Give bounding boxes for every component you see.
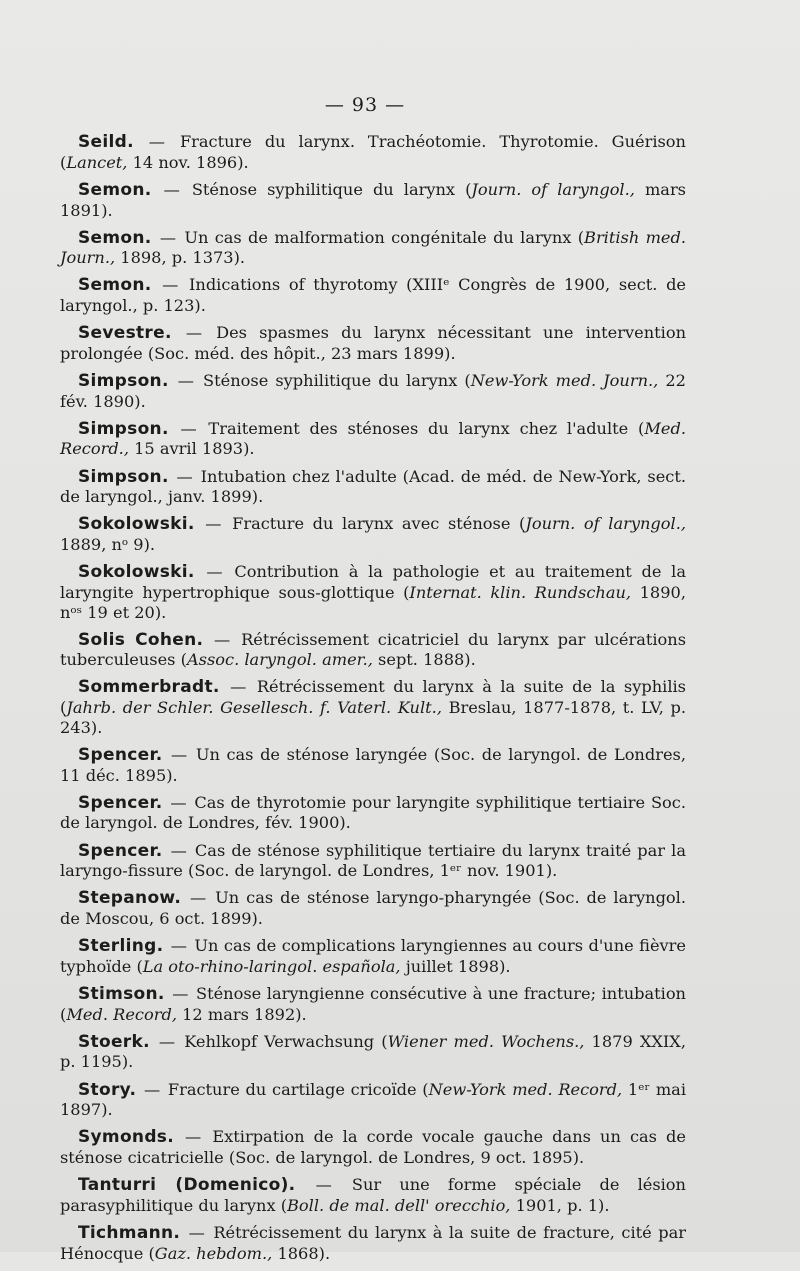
entry-text: Un cas de complications laryngiennes au cours d'une fièvre typhoïde ( (60, 936, 686, 976)
page-number: — 93 — (324, 94, 406, 116)
entry-dash: — (175, 1127, 211, 1147)
bibliography-entry (60, 132, 686, 172)
entry-text: Fracture du larynx avec sténose ( (232, 514, 526, 534)
entry-citation: 12 mars 1892). (176, 1004, 307, 1024)
entry-author: Tanturri (Domenico). (78, 1175, 296, 1196)
entry-citation: 1889, nᵒ 9). (60, 535, 156, 555)
entry-text: Rétrécissement du larynx à la suite de la syphilis ( (60, 677, 686, 718)
entry-text: Sur une forme spéciale de lésion parasyphilitique du larynx ( (60, 1175, 686, 1215)
entry-author: Simpson. (78, 418, 169, 439)
bibliography-entry (60, 371, 686, 411)
entry-author: Spencer. (78, 792, 163, 813)
entry-text: Un cas de malformation congénitale du larynx ( (184, 227, 585, 247)
entry-text: Kehlkopf Verwachsung ( (184, 1031, 388, 1051)
entry-author: Spencer. (78, 840, 163, 861)
bibliography-entry (60, 419, 686, 459)
bibliography-entry (60, 841, 686, 881)
entry-text: Un cas de sténose laryngée (Soc. de laryngol. de Londres, 11 déc. 1895). (60, 744, 686, 785)
entry-dash: — (183, 888, 214, 908)
entry-dash: — (153, 227, 183, 247)
entry-author: Simpson. (78, 370, 169, 391)
entry-author: Sevestre. (78, 323, 172, 344)
entry-dash: — (153, 275, 187, 295)
entry-citation: 1879 XXIX, p. 1195). (60, 1031, 686, 1072)
bibliography-entry (60, 275, 686, 315)
entry-text: Traitement des sténoses du larynx chez l'adulte ( (208, 418, 645, 438)
entry-text: Un cas de sténose laryngo-pharyngée (Soc. de laryngol. de Moscou, 6 oct. 1899). (60, 888, 686, 929)
entry-source: Med. Record., (60, 418, 686, 459)
bibliography-entry (60, 1127, 686, 1167)
entry-author: Story. (78, 1079, 137, 1100)
entry-dash: — (173, 323, 215, 343)
entry-author: Stepanow. (78, 888, 182, 909)
entry-citation: mars 1891). (60, 179, 686, 220)
entry-author: Sommerbradt. (78, 677, 220, 698)
entry-source: La oto-rhino-laringol. española, (142, 956, 401, 976)
entry-dash: — (164, 744, 194, 764)
entry-dash: — (151, 1031, 183, 1051)
entry-author: Semon. (78, 179, 152, 200)
bibliography-entry (60, 1032, 686, 1072)
bibliography-entry (60, 745, 686, 785)
entry-source: Jahrb. der Schler. Gesellesch. f. Vaterl. Kult., (66, 698, 442, 718)
entry-source: Assoc. laryngol. amer., (186, 650, 373, 670)
entry-source: Boll. de mal. dell' orecchio, (287, 1195, 511, 1215)
bibliography-entry (60, 630, 686, 670)
entry-source: New-York med. Record, (428, 1079, 623, 1099)
entry-citation: sept. 1888). (372, 650, 476, 670)
entry-dash: — (166, 983, 194, 1003)
entry-dash: — (297, 1175, 350, 1195)
entry-citation: 1901, p. 1). (510, 1195, 610, 1215)
entry-dash: — (170, 370, 202, 390)
entry-author: Symonds. (78, 1127, 174, 1148)
entry-citation: Breslau, 1877-1878, t. LV, p. 243). (60, 698, 686, 737)
entry-text: Sténose laryngienne consécutive à une fracture; intubation ( (60, 983, 686, 1024)
entry-source: Journ. of laryngol., (525, 514, 686, 534)
bibliography-entry (60, 562, 686, 622)
entry-author: Sokolowski. (78, 562, 195, 583)
entry-text: Extirpation de la corde vocale gauche dans un cas de sténose cicatricielle (Soc. de laryngol. de Londres, 9 oct. 1895). (60, 1127, 686, 1168)
entry-author: Solis Cohen. (78, 629, 204, 650)
entry-text: Rétrécissement cicatriciel du larynx par ulcérations tuberculeuses ( (60, 629, 686, 670)
entry-author: Tichmann. (78, 1222, 181, 1243)
entry-dash: — (205, 629, 240, 649)
entry-author: Stimson. (78, 983, 165, 1004)
entry-citation: 22 fév. 1890). (60, 370, 686, 411)
entry-citation: juillet 1898). (400, 956, 511, 976)
entry-source: Wiener med. Wochens., (387, 1031, 585, 1051)
bibliography-entry (60, 677, 686, 737)
entry-citation: 1890, nᵒˢ 19 et 20). (60, 582, 686, 622)
entry-author: Spencer. (78, 744, 163, 765)
entry-source: Internat. klin. Rundschau, (409, 582, 632, 602)
entry-source: Lancet, (66, 152, 128, 172)
entry-author: Semon. (78, 275, 152, 296)
bibliography-entry (60, 984, 686, 1024)
entry-text: Rétrécissement du larynx à la suite de fracture, cité par Hénocque ( (60, 1222, 686, 1263)
entry-text: Sténose syphilitique du larynx ( (191, 179, 472, 199)
entry-text: Intubation chez l'adulte (Acad. de méd. de New-York, sect. de laryngol., janv. 1899). (60, 466, 686, 507)
entry-dash: — (165, 936, 193, 956)
entry-dash: — (170, 466, 199, 486)
bibliography-entry (60, 936, 686, 976)
entry-text: Fracture du larynx. Trachéotomie. Thyrotomie. Guérison ( (60, 132, 686, 172)
bibliography-entry (60, 180, 686, 220)
entry-source: Gaz. hebdom., (154, 1243, 273, 1263)
bibliography-entry (60, 793, 686, 833)
entry-text: Sténose syphilitique du larynx ( (203, 370, 471, 390)
entry-text: Fracture du cartilage cricoïde ( (167, 1079, 429, 1099)
bibliography-entry (60, 888, 686, 928)
bibliography-entry (60, 514, 686, 554)
bibliography-list (60, 132, 686, 1271)
entry-dash: — (153, 179, 190, 199)
entry-dash: — (196, 514, 231, 534)
entry-citation: 1868). (272, 1243, 331, 1263)
entry-dash: — (182, 1222, 212, 1242)
entry-text: Cas de sténose syphilitique tertiaire du larynx traité par la laryngo-fissure (Soc. de laryngol. de Londres, 1ᵉʳ nov. 1901). (60, 840, 686, 881)
entry-author: Sterling. (78, 936, 164, 957)
entry-source: Med. Record, (66, 1004, 177, 1024)
entry-dash: — (135, 132, 178, 151)
entry-dash: — (170, 418, 207, 438)
entry-text: Indications of thyrotomy (XIIIᵉ Congrès de 1900, sect. de laryngol., p. 123). (60, 275, 687, 316)
bibliography-entry (60, 467, 686, 507)
entry-dash: — (138, 1079, 166, 1099)
entry-citation: 15 avril 1893). (128, 439, 255, 459)
entry-source: Journ. of laryngol., (471, 179, 635, 199)
bibliography-entry (60, 228, 686, 268)
bibliography-entry (60, 1223, 686, 1263)
entry-text: Des spasmes du larynx nécessitant une intervention prolongée (Soc. méd. des hôpit., 23 mars 1899). (60, 323, 686, 363)
entry-text: Cas de thyrotomie pour laryngite syphilitique tertiaire Soc. de laryngol. de Londres, fév. 1900). (60, 792, 686, 833)
entry-author: Stoerk. (78, 1031, 150, 1052)
entry-source: British med. Journ., (60, 227, 687, 268)
entry-citation: 1ᵉʳ mai 1897). (60, 1079, 686, 1120)
entry-text: Contribution à la pathologie et au traitement de la laryngite hypertrophique sous-glottique ( (60, 562, 686, 602)
entry-citation: 1898, p. 1373). (115, 248, 246, 268)
bibliography-entry (60, 323, 686, 363)
entry-author: Semon. (78, 227, 152, 248)
entry-dash: — (196, 562, 233, 582)
bibliography-entry (60, 1080, 686, 1120)
entry-citation: 14 nov. 1896). (127, 152, 249, 172)
entry-author: Simpson. (78, 466, 169, 487)
entry-dash: — (164, 840, 193, 860)
bibliography-entry (60, 1175, 686, 1215)
entry-author: Seild. (78, 132, 134, 152)
entry-source: New-York med. Journ., (470, 370, 659, 390)
entry-author: Sokolowski. (78, 514, 195, 535)
entry-dash: — (164, 792, 193, 812)
entry-dash: — (221, 677, 255, 697)
